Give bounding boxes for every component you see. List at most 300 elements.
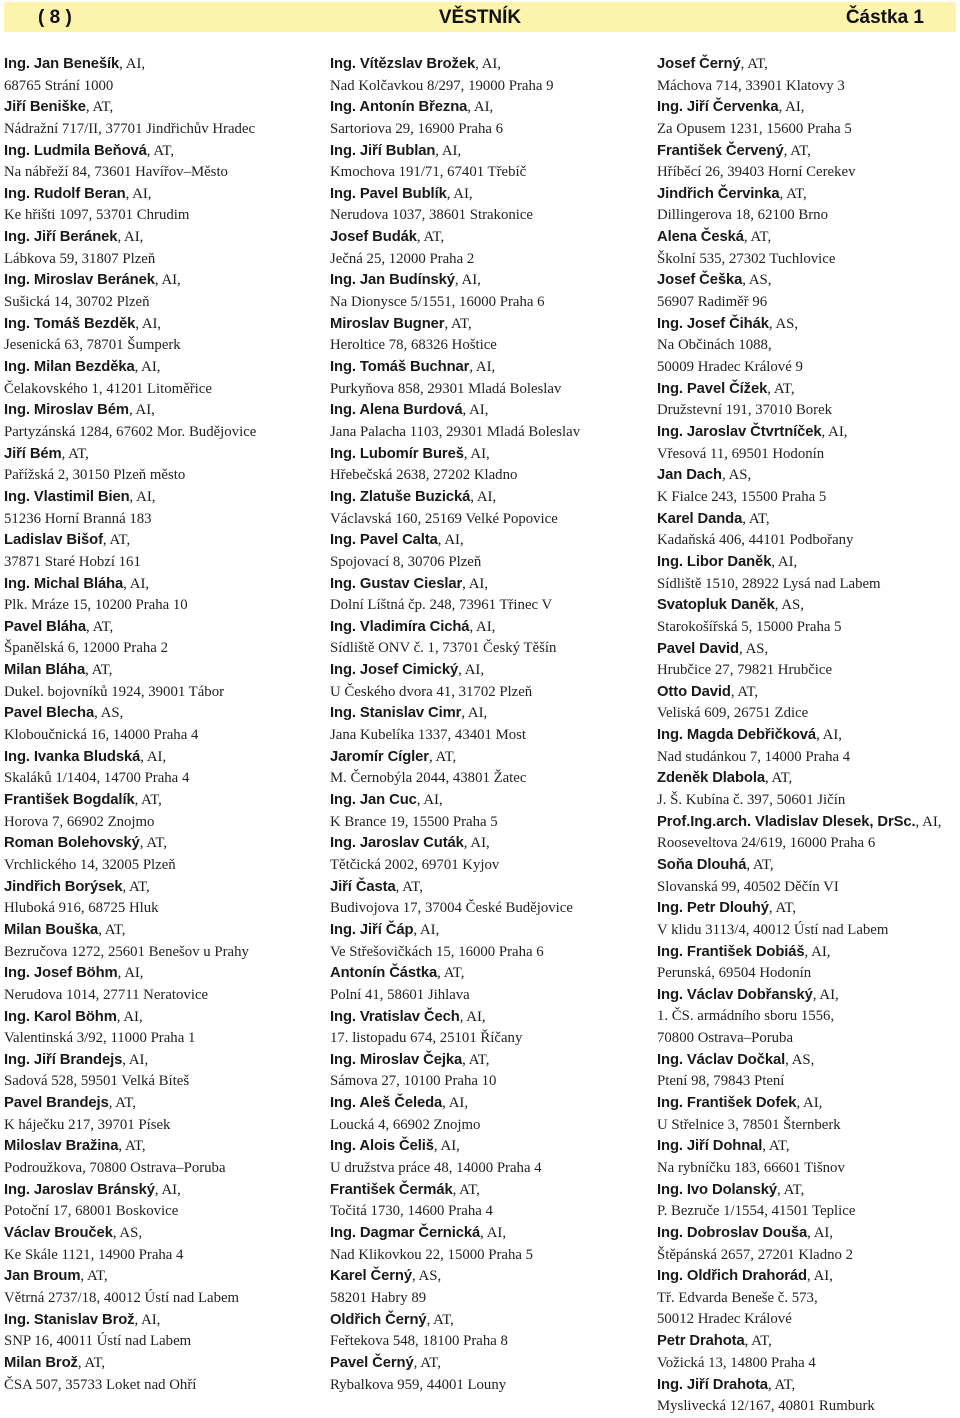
registry-entry bbox=[330, 530, 645, 573]
entry-name-line bbox=[657, 855, 957, 877]
registry-entry bbox=[330, 184, 645, 227]
address-line: 58201 Habry 89 bbox=[330, 1289, 427, 1306]
registry-entry bbox=[330, 1353, 645, 1396]
person-name: Ing. Josef Cimický bbox=[330, 662, 459, 679]
entry-name-line bbox=[4, 1050, 319, 1072]
qualification: , AS, bbox=[738, 640, 769, 657]
registry-entry bbox=[657, 639, 957, 682]
registry-entry bbox=[330, 1223, 645, 1266]
person-name: Ing. Ludmila Beňová bbox=[4, 142, 147, 159]
person-name: Ing. Libor Daněk bbox=[657, 553, 772, 570]
address-line: 1. ČS. armádního sboru 1556, bbox=[657, 1008, 835, 1025]
address-line: Loucká 4, 66902 Znojmo bbox=[330, 1116, 481, 1133]
entry-name-line bbox=[330, 1310, 645, 1332]
person-name: Ing. Pavel Bublík bbox=[330, 185, 447, 202]
entry-name-line bbox=[4, 1266, 319, 1288]
address-line: Rybalkova 959, 44001 Louny bbox=[330, 1376, 507, 1393]
address-line: Ve Střešovičkách 15, 16000 Praha 6 bbox=[330, 943, 544, 960]
registry-entry bbox=[330, 1136, 645, 1179]
address-line: Partyzánská 1284, 67602 Mor. Budějovice bbox=[4, 423, 257, 440]
qualification: , AI, bbox=[462, 402, 489, 419]
registry-entry bbox=[4, 790, 319, 833]
qualification: , AI, bbox=[475, 56, 502, 72]
person-name: Ing. František Dobiáš bbox=[657, 943, 805, 960]
person-name: Ing. Pavel Calta bbox=[330, 532, 438, 549]
issue-label: Částka 1 bbox=[845, 7, 924, 28]
entry-name-line bbox=[330, 1007, 645, 1029]
registry-entry bbox=[657, 1331, 957, 1374]
person-name: Oldřich Černý bbox=[330, 1311, 427, 1328]
address-line: Nad Kolčavkou 8/297, 19000 Praha 9 bbox=[330, 77, 554, 94]
entry-name-line bbox=[657, 184, 957, 206]
address-line: Slovanská 99, 40502 Děčín VI bbox=[657, 878, 839, 895]
qualification: , AT, bbox=[395, 878, 423, 895]
address-line: Nerudova 1014, 27711 Neratovice bbox=[4, 986, 209, 1003]
qualification: , AI, bbox=[134, 1311, 161, 1328]
address-line: Nad Klikovkou 22, 15000 Praha 5 bbox=[330, 1246, 534, 1263]
registry-entry bbox=[4, 530, 319, 573]
column-2 bbox=[330, 54, 645, 1396]
address-line: Dolní Líštná čp. 248, 73961 Třinec V bbox=[330, 597, 553, 614]
entry-name-line bbox=[4, 877, 319, 899]
qualification: , AI, bbox=[454, 272, 481, 289]
qualification: , AT, bbox=[118, 1138, 146, 1155]
address-line: Ke hřišti 1097, 53701 Chrudim bbox=[4, 207, 190, 224]
address-line: Jana Kubelíka 1337, 43401 Most bbox=[330, 727, 527, 744]
person-name: Ing. Dagmar Černická bbox=[330, 1225, 481, 1242]
person-name: Antonín Částka bbox=[330, 965, 438, 982]
entry-name-line bbox=[4, 1223, 319, 1245]
registry-entry bbox=[330, 617, 645, 660]
registry-entry bbox=[330, 141, 645, 184]
qualification: , AT, bbox=[777, 1181, 805, 1198]
address-line: Rooseveltova 24/619, 16000 Praha 6 bbox=[657, 835, 876, 852]
entry-name-line bbox=[4, 703, 319, 725]
entry-name-line bbox=[4, 790, 319, 812]
qualification: , AI, bbox=[433, 1138, 460, 1155]
person-name: Jiří Beniške bbox=[4, 99, 86, 116]
qualification: , AI, bbox=[119, 56, 146, 72]
person-name: Ing. Václav Dobřanský bbox=[657, 986, 813, 1003]
address-line: Dillingerova 18, 62100 Brno bbox=[657, 207, 828, 224]
entry-name-line bbox=[4, 660, 319, 682]
address-line: Na Občinách 1088, bbox=[657, 337, 772, 354]
registry-entry bbox=[330, 54, 645, 97]
qualification: , AI, bbox=[134, 359, 161, 376]
entry-name-line bbox=[657, 1331, 957, 1353]
entry-name-line bbox=[330, 54, 645, 76]
person-name: Ing. Alena Burdová bbox=[330, 402, 463, 419]
registry-entry bbox=[4, 574, 319, 617]
registry-entry bbox=[4, 920, 319, 963]
registry-entry bbox=[657, 379, 957, 422]
registry-entry bbox=[4, 357, 319, 400]
address-line: Hříběcí 26, 39403 Horní Cerekev bbox=[657, 164, 856, 181]
person-name: Ing. Oldřich Drahorád bbox=[657, 1268, 807, 1285]
person-name: František Červený bbox=[657, 142, 784, 159]
address-line: Sadová 528, 59501 Velká Bíteš bbox=[4, 1073, 190, 1090]
registry-entry bbox=[657, 54, 957, 97]
entry-name-line bbox=[330, 877, 645, 899]
qualification: , AI, bbox=[442, 1095, 469, 1112]
address-line: Jesenická 63, 78701 Šumperk bbox=[4, 337, 181, 354]
address-line: Větrná 2737/18, 40012 Ústí nad Labem bbox=[4, 1289, 240, 1306]
entry-name-line bbox=[657, 54, 957, 76]
qualification: , AI, bbox=[413, 921, 440, 938]
address-line: Vrchlického 14, 32005 Plzeň bbox=[4, 856, 176, 873]
address-line: Potoční 17, 68001 Boskovice bbox=[4, 1203, 179, 1220]
person-name: Ing. Aleš Čeleda bbox=[330, 1095, 443, 1112]
registry-entry bbox=[4, 1136, 319, 1179]
person-name: František Bogdalík bbox=[4, 792, 135, 809]
registry-entry bbox=[330, 747, 645, 790]
person-name: Ing. Zlatuše Buzická bbox=[330, 488, 471, 505]
entry-name-line bbox=[330, 963, 645, 985]
qualification: , AT, bbox=[85, 618, 114, 635]
address-line: Tř. Edvarda Beneše č. 573, bbox=[657, 1289, 818, 1306]
qualification: , AI, bbox=[154, 1181, 181, 1198]
address-line: K háječku 217, 39701 Písek bbox=[4, 1116, 171, 1133]
person-name: Ing. Jiří Bublan bbox=[330, 142, 436, 159]
person-name: Ing. Petr Dlouhý bbox=[657, 900, 769, 917]
address-line: Sídliště ONV č. 1, 73701 Český Těšín bbox=[330, 640, 557, 657]
qualification: , AT, bbox=[437, 965, 465, 982]
address-line: 50009 Hradec Králové 9 bbox=[657, 358, 803, 375]
person-name: Ing. Jaroslav Bránský bbox=[4, 1181, 155, 1198]
entry-name-line bbox=[4, 530, 319, 552]
address-line: Čelakovského 1, 41201 Litoměřice bbox=[4, 380, 212, 397]
qualification: , AI, bbox=[435, 142, 462, 159]
address-line: Heroltice 78, 68326 Hoštice bbox=[330, 337, 497, 354]
qualification: , AS, bbox=[785, 1051, 815, 1068]
entry-name-line bbox=[657, 227, 957, 249]
address-line: U Českého dvora 41, 31702 Plzeň bbox=[330, 683, 533, 700]
person-name: Ing. Václav Dočkal bbox=[657, 1051, 786, 1068]
address-line: 51236 Horní Branná 183 bbox=[4, 510, 152, 527]
entry-name-line bbox=[657, 942, 957, 964]
entry-name-line bbox=[330, 357, 645, 379]
registry-entry bbox=[330, 444, 645, 487]
qualification: , AI, bbox=[117, 229, 144, 246]
address-line: V klidu 3113/4, 40012 Ústí nad Labem bbox=[657, 921, 889, 938]
entry-name-line bbox=[330, 1266, 645, 1288]
registry-entry bbox=[657, 465, 957, 508]
qualification: , AI, bbox=[480, 1225, 507, 1242]
person-name: Jaromír Cígler bbox=[330, 748, 429, 765]
registry-entry bbox=[657, 270, 957, 313]
qualification: , AI, bbox=[116, 1008, 143, 1025]
qualification: , AT, bbox=[444, 315, 472, 332]
person-name: Ladislav Bišof bbox=[4, 532, 103, 549]
qualification: , AT, bbox=[426, 1311, 454, 1328]
entry-name-line bbox=[330, 1353, 645, 1375]
qualification: , AT, bbox=[743, 229, 772, 246]
registry-entry bbox=[657, 552, 957, 595]
person-name: Ing. Josef Čihák bbox=[657, 315, 769, 332]
entry-name-line bbox=[657, 1136, 957, 1158]
person-name: Milan Brož bbox=[4, 1354, 78, 1371]
person-name: Ing. Vladimíra Cichá bbox=[330, 618, 470, 635]
entry-name-line bbox=[657, 97, 957, 119]
qualification: , AT, bbox=[762, 1138, 790, 1155]
person-name: Ing. Jan Cuc bbox=[330, 792, 417, 809]
address-line: Točitá 1730, 14600 Praha 4 bbox=[330, 1203, 493, 1220]
registry-entry bbox=[657, 1223, 957, 1266]
registry-entry bbox=[330, 97, 645, 140]
person-name: Ing. Jaroslav Cuták bbox=[330, 835, 464, 852]
registry-entry bbox=[4, 877, 319, 920]
entry-name-line bbox=[4, 227, 319, 249]
entry-name-line bbox=[4, 1180, 319, 1202]
person-name: Jiří Bém bbox=[4, 445, 62, 462]
registry-entry bbox=[657, 812, 957, 855]
registry-entry bbox=[657, 1375, 957, 1418]
address-line: M. Černobýla 2044, 43801 Žatec bbox=[330, 770, 527, 787]
qualification: , AT, bbox=[108, 1095, 136, 1112]
qualification: , AT, bbox=[730, 683, 759, 700]
qualification: , AT, bbox=[462, 1051, 490, 1068]
person-name: Ing. Miroslav Bém bbox=[4, 402, 129, 419]
person-name: Ing. Miroslav Čejka bbox=[330, 1051, 463, 1068]
person-name: Soňa Dlouhá bbox=[657, 856, 747, 873]
registry-entry bbox=[4, 1310, 319, 1353]
person-name: Ing. Magda Debřičková bbox=[657, 727, 817, 744]
registry-entry bbox=[330, 1093, 645, 1136]
entry-name-line bbox=[657, 1093, 957, 1115]
qualification: , AI, bbox=[807, 1268, 833, 1285]
entry-name-line bbox=[330, 530, 645, 552]
registry-entry bbox=[4, 617, 319, 660]
address-line: Hluboká 916, 68725 Hluk bbox=[4, 900, 159, 917]
registry-entry bbox=[657, 184, 957, 227]
entry-name-line bbox=[330, 227, 645, 249]
person-name: Svatopluk Daněk bbox=[657, 597, 775, 614]
qualification: , AI, bbox=[470, 488, 497, 505]
address-line: Polní 41, 58601 Jihlava bbox=[330, 986, 470, 1003]
entry-name-line bbox=[657, 595, 957, 617]
registry-entry bbox=[330, 487, 645, 530]
entry-name-line bbox=[4, 184, 319, 206]
entry-name-line bbox=[330, 574, 645, 596]
registry-entry bbox=[4, 1050, 319, 1093]
person-name: Ing. Vítězslav Brožek bbox=[330, 56, 476, 72]
address-line: Podroužkova, 70800 Ostrava–Poruba bbox=[4, 1160, 226, 1177]
qualification: , AI, bbox=[463, 835, 490, 852]
person-name: Ing. Lubomír Bureš bbox=[330, 445, 464, 462]
registry-entry bbox=[4, 1353, 319, 1396]
qualification: , AI, bbox=[915, 813, 942, 830]
address-line: 70800 Ostrava–Poruba bbox=[657, 1030, 794, 1047]
registry-entry bbox=[657, 942, 957, 985]
entry-name-line bbox=[657, 422, 957, 444]
publication-title: VĚSTNÍK bbox=[438, 7, 522, 28]
address-line: 37871 Staré Hobzí 161 bbox=[4, 553, 141, 570]
qualification: , AI, bbox=[796, 1095, 823, 1112]
entry-name-line bbox=[657, 270, 957, 292]
entry-name-line bbox=[4, 833, 319, 855]
person-name: Ing. Jaroslav Čtvrtníček bbox=[657, 424, 822, 441]
entry-name-line bbox=[4, 400, 319, 422]
registry-entry bbox=[4, 747, 319, 790]
person-name: Ing. Vlastimil Bien bbox=[4, 488, 130, 505]
person-name: Ing. Stanislav Cimr bbox=[330, 705, 462, 722]
entry-name-line bbox=[4, 270, 319, 292]
address-line: Školní 535, 27302 Tuchlovice bbox=[657, 250, 836, 267]
address-line: Bezručova 1272, 25601 Benešov u Prahy bbox=[4, 943, 249, 960]
registry-entry bbox=[330, 660, 645, 703]
qualification: , AI, bbox=[128, 402, 155, 419]
qualification: , AI, bbox=[467, 99, 494, 116]
address-line: Na rybníčku 183, 66601 Tišnov bbox=[657, 1160, 845, 1176]
person-name: František Čermák bbox=[330, 1181, 453, 1198]
address-line: Vřesová 11, 69501 Hodonín bbox=[657, 445, 825, 462]
registry-entry bbox=[4, 1266, 319, 1309]
entry-name-line bbox=[657, 1266, 957, 1288]
entry-name-line bbox=[4, 1093, 319, 1115]
address-line: Starokošířská 5, 15000 Praha 5 bbox=[657, 618, 842, 635]
person-name: Ing. Gustav Cieslar bbox=[330, 575, 463, 592]
address-line: Nádražní 717/II, 37701 Jindřichův Hradec bbox=[4, 120, 256, 137]
entry-name-line bbox=[657, 1180, 957, 1202]
person-name: Ing. Dobroslav Douša bbox=[657, 1225, 808, 1241]
person-name: Ing. Antonín Března bbox=[330, 99, 468, 116]
person-name: Ing. Michal Bláha bbox=[4, 575, 124, 592]
qualification: , AI, bbox=[461, 705, 488, 722]
person-name: Ing. Jiří Beránek bbox=[4, 229, 118, 246]
entry-name-line bbox=[657, 552, 957, 574]
person-name: Ing. Vratislav Čech bbox=[330, 1008, 460, 1025]
address-line: Lábkova 59, 31807 Plzeň bbox=[4, 250, 156, 267]
entry-name-line bbox=[330, 444, 645, 466]
registry-entry bbox=[4, 660, 319, 703]
entry-name-line bbox=[657, 898, 957, 920]
qualification: , AT, bbox=[77, 1354, 106, 1371]
entry-name-line bbox=[4, 920, 319, 942]
entry-name-line bbox=[330, 920, 645, 942]
address-line: 56907 Radiměř 96 bbox=[657, 294, 768, 311]
person-name: Ing. Jiří Čáp bbox=[330, 921, 414, 938]
column-1 bbox=[4, 54, 319, 1396]
registry-entry bbox=[657, 898, 957, 941]
address-line: Kadaňská 406, 44101 Podbořany bbox=[657, 532, 854, 549]
qualification: , AT, bbox=[740, 56, 768, 72]
person-name: Ing. Karol Böhm bbox=[4, 1008, 117, 1025]
entry-name-line bbox=[4, 1310, 319, 1332]
entry-name-line bbox=[330, 1180, 645, 1202]
address-line: Ke Skále 1121, 14900 Praha 4 bbox=[4, 1246, 184, 1263]
page-number: ( 8 ) bbox=[38, 7, 72, 28]
registry-entry bbox=[657, 855, 957, 898]
qualification: , AT, bbox=[102, 532, 131, 549]
qualification: , AT, bbox=[779, 185, 807, 202]
person-name: Ing. Ivanka Bludská bbox=[4, 748, 141, 765]
entry-name-line bbox=[330, 1093, 645, 1115]
registry-entry bbox=[657, 314, 957, 379]
entry-name-line bbox=[330, 747, 645, 769]
address-line: K Brance 19, 15500 Praha 5 bbox=[330, 813, 498, 830]
entry-name-line bbox=[657, 509, 957, 531]
person-name: Ing. Josef Böhm bbox=[4, 965, 118, 982]
registry-entry bbox=[657, 682, 957, 725]
qualification: , AI, bbox=[129, 488, 156, 505]
entry-name-line bbox=[4, 54, 319, 76]
entry-name-line bbox=[4, 574, 319, 596]
entry-name-line bbox=[4, 314, 319, 336]
qualification: , AT, bbox=[764, 770, 793, 787]
registry-entry bbox=[4, 487, 319, 530]
person-name: Pavel Blecha bbox=[4, 705, 95, 722]
registry-entry bbox=[657, 1093, 957, 1136]
address-line: Perunská, 69504 Hodonín bbox=[657, 965, 812, 982]
registry-entry bbox=[330, 790, 645, 833]
registry-entry bbox=[330, 1007, 645, 1050]
person-name: Ing. Jiří Brandejs bbox=[4, 1051, 123, 1068]
entry-name-line bbox=[657, 379, 957, 401]
registry-entry bbox=[4, 833, 319, 876]
registry-entry bbox=[657, 97, 957, 140]
qualification: , AI, bbox=[821, 424, 848, 441]
address-line: Plk. Mráze 15, 10200 Praha 10 bbox=[4, 597, 188, 614]
address-line: Máchova 714, 33901 Klatovy 3 bbox=[657, 77, 845, 94]
person-name: Jindřich Červinka bbox=[657, 185, 780, 202]
address-line: Pařížská 2, 30150 Plzeň město bbox=[4, 467, 186, 484]
registry-entry bbox=[330, 877, 645, 920]
entry-name-line bbox=[657, 985, 957, 1007]
person-name: Otto David bbox=[657, 683, 731, 700]
person-name: Ing. Stanislav Brož bbox=[4, 1311, 135, 1328]
address-line: Jana Palacha 1103, 29301 Mladá Boleslav bbox=[330, 423, 581, 440]
person-name: Miroslav Bugner bbox=[330, 315, 445, 332]
address-line: Španělská 6, 12000 Praha 2 bbox=[4, 640, 168, 657]
address-line: Za Opusem 1231, 15600 Praha 5 bbox=[657, 120, 852, 137]
entry-name-line bbox=[4, 747, 319, 769]
qualification: , AT, bbox=[742, 510, 770, 527]
person-name: Josef Budák bbox=[330, 229, 417, 246]
registry-entry bbox=[4, 1007, 319, 1050]
person-name: Ing. Jiří Červenka bbox=[657, 99, 779, 116]
registry-entry bbox=[657, 1266, 957, 1331]
qualification: , AT, bbox=[746, 856, 774, 873]
registry-entry bbox=[4, 184, 319, 227]
column-3 bbox=[657, 54, 957, 1418]
entry-name-line bbox=[4, 357, 319, 379]
registry-entry bbox=[657, 725, 957, 768]
registry-entry bbox=[4, 1180, 319, 1223]
person-name: Ing. Alois Čeliš bbox=[330, 1138, 434, 1155]
qualification: , AI, bbox=[140, 748, 167, 765]
qualification: , AI, bbox=[117, 965, 144, 982]
qualification: , AI, bbox=[123, 575, 150, 592]
registry-entry bbox=[657, 1050, 957, 1093]
entry-name-line bbox=[4, 617, 319, 639]
qualification: , AI, bbox=[804, 943, 831, 960]
person-name: Josef Češka bbox=[657, 272, 743, 289]
address-line: Štěpánská 2657, 27201 Kladno 2 bbox=[657, 1246, 854, 1263]
address-line: Feřtekova 548, 18100 Praha 8 bbox=[330, 1333, 508, 1350]
address-line: Myslivecká 12/167, 40801 Rumburk bbox=[657, 1398, 875, 1415]
qualification: , AS, bbox=[774, 597, 804, 614]
qualification: , AS, bbox=[112, 1225, 143, 1242]
address-line: Na nábřeží 84, 73601 Havířov–Město bbox=[4, 164, 228, 181]
entry-name-line bbox=[4, 963, 319, 985]
qualification: , AT, bbox=[122, 878, 150, 895]
qualification: , AT, bbox=[85, 99, 114, 116]
qualification: , AI, bbox=[135, 315, 162, 332]
registry-entry bbox=[4, 400, 319, 443]
registry-entry bbox=[330, 920, 645, 963]
registry-entry bbox=[4, 444, 319, 487]
person-name: Josef Černý bbox=[657, 56, 741, 72]
